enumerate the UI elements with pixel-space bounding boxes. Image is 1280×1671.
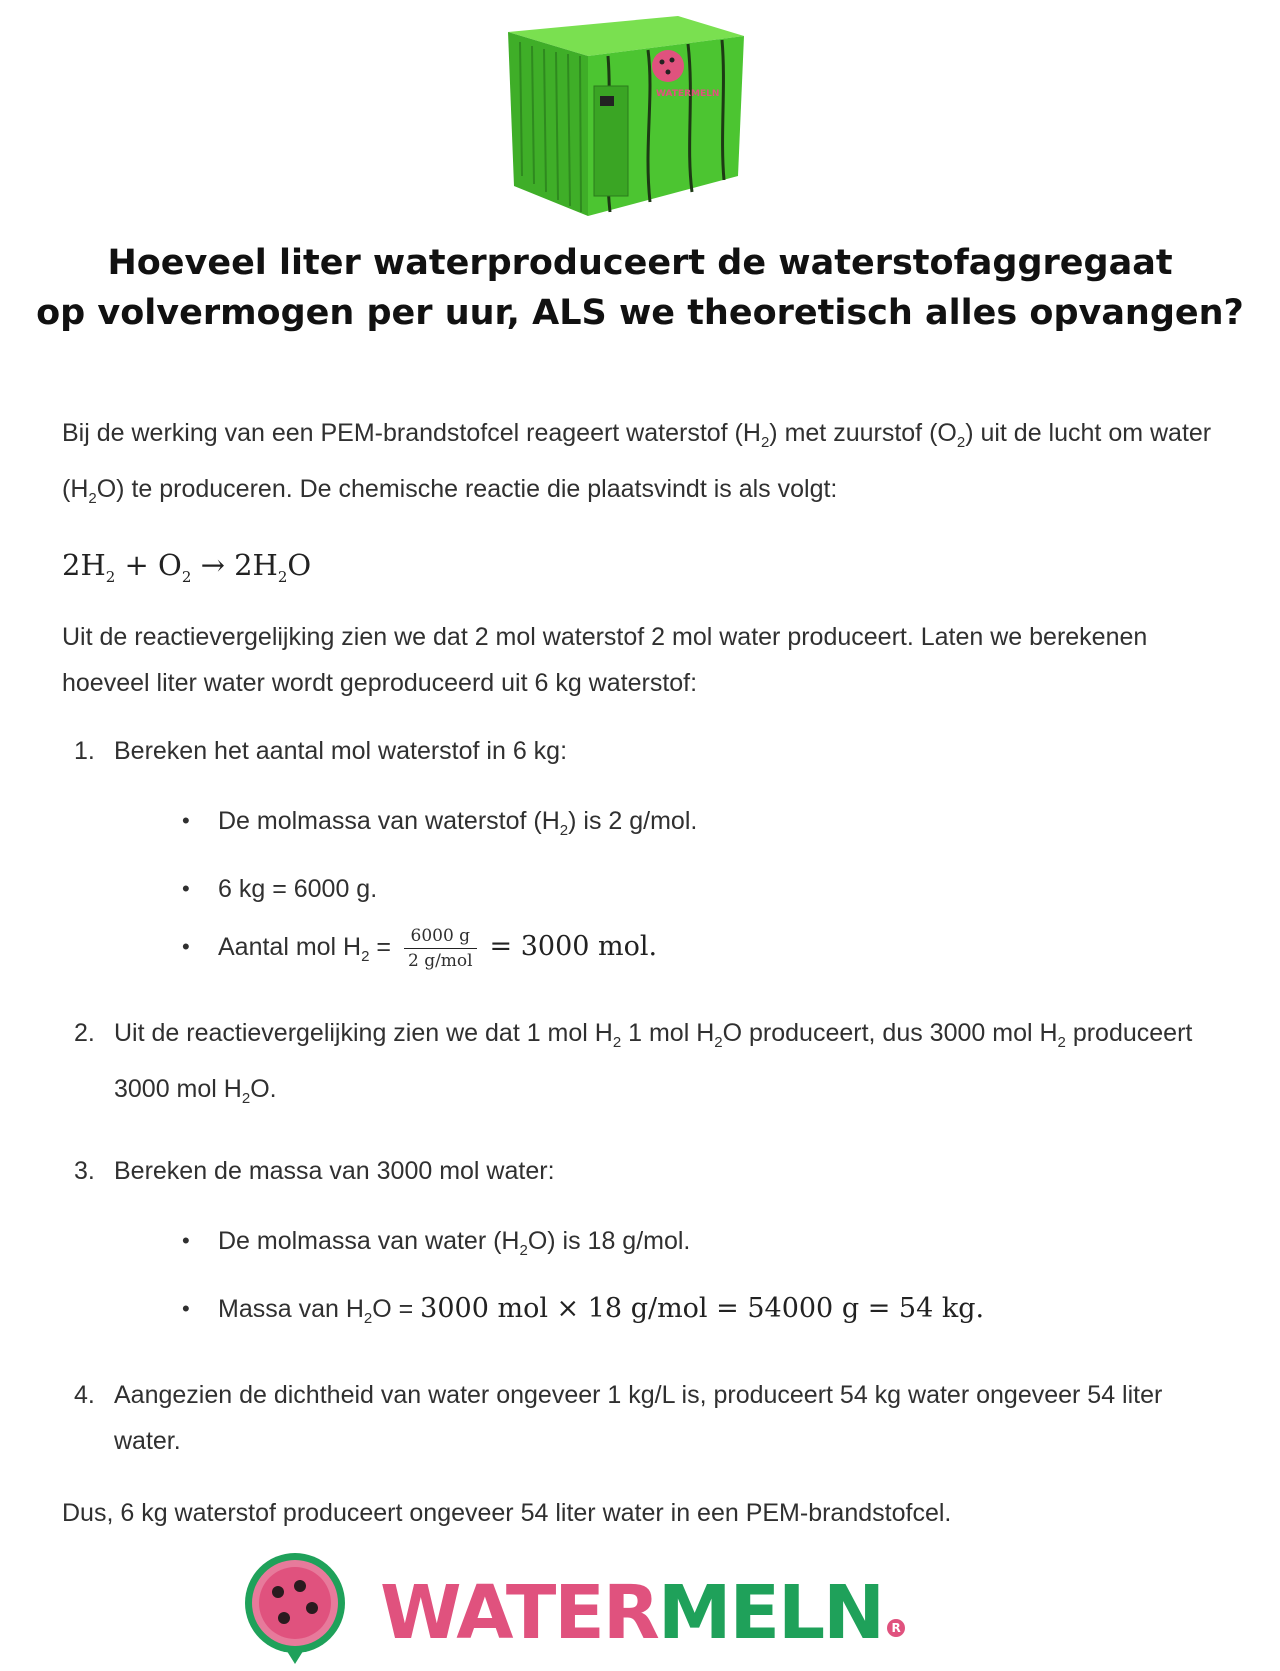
fraction: $\frac{6000 g}{\text{2 g/mol}}$ bbox=[404, 926, 477, 971]
page-title bbox=[0, 238, 1280, 338]
explanation-paragraph: Uit de reactievergelijking zien we dat 2 mol waterstof 2 mol water produceert. Laten we berekenen hoeveel liter water wordt geproduceerd uit 6 kg waterstof: bbox=[62, 622, 1148, 697]
step-1-bullets bbox=[114, 798, 1232, 980]
logo-wordmark: WATERMELN R bbox=[380, 1570, 905, 1656]
list-item: • De molmassa van water $(H_2O)$ is 18 g/mol. bbox=[114, 1218, 1232, 1274]
title-line-1: Hoeveel liter waterproduceert de waterstofaggregaat bbox=[107, 243, 1173, 283]
list-item: • De molmassa van waterstof $(H_2)$ is 2 g/mol. bbox=[114, 798, 1232, 854]
watermelon-icon bbox=[240, 1548, 360, 1666]
list-item: • Massa van $H_2O = 3000$ mol × 18 g/mol = 54000 g = 54 kg. bbox=[114, 1286, 1232, 1342]
title-line-2: op volvermogen per uur, ALS we theoretisch alles opvangen? bbox=[36, 293, 1244, 333]
list-item: • 6 kg = 6000 g. bbox=[114, 866, 1232, 912]
step-3: 3. Bereken de massa van 3000 mol water: • De molmassa van water $(H_2O)$ is 18 g/mol. • Massa van $H_2O = 3000$ mol × 18 g/mol = 54000 g = 54 kg. bbox=[62, 1148, 1232, 1342]
steps-list bbox=[62, 728, 1232, 1464]
watermeln-logo bbox=[240, 1548, 940, 1666]
step-3-bullets bbox=[114, 1218, 1232, 1342]
list-item: • Aantal mol $H_2$ = $\frac{6000 g}{\text{2 g/mol}}$ = 3000 mol. bbox=[114, 924, 1232, 980]
intro-paragraph: Bij de werking van een PEM-brandstofcel reageert waterstof $(H_2)$ met zuurstof $(O_2)$ uit de lucht om water $(H_2O)$ te produceren. De chemische reactie die plaatsvindt is als volgt: bbox=[62, 419, 1212, 507]
conclusion-paragraph: Dus, 6 kg waterstof produceert ongeveer 54 liter water in een PEM-brandstofcel. bbox=[62, 1498, 952, 1527]
reaction-equation: $2H_2 + O_2 \to 2H_2O$ bbox=[62, 548, 312, 586]
hydrogen-container-image bbox=[508, 16, 744, 216]
step-4: 4. Aangezien de dichtheid van water ongeveer 1 kg/L is, produceert 54 kg water ongeveer 54 liter water. bbox=[74, 1380, 1163, 1455]
step-2: 2. Uit de reactievergelijking zien we dat 1 mol $H_2$ 1 mol $H_2O$ produceert, dus 3000 mol $H_2$ produceert 3000 mol $H_2O$. bbox=[74, 1018, 1193, 1107]
step-1: 1. Bereken het aantal mol waterstof in 6 kg: • De molmassa van waterstof $(H_2)$ is 2 g/mol. • 6 kg = 6000 g. • Aantal mol $H_2$ = $\frac{6000 g}{\text{2 g/mol}}$ = 3000 mol. bbox=[62, 728, 1232, 980]
container-logo-mark bbox=[652, 50, 684, 82]
container-brand-label: WATERMELN bbox=[656, 89, 720, 99]
answer-content bbox=[62, 410, 1232, 1536]
